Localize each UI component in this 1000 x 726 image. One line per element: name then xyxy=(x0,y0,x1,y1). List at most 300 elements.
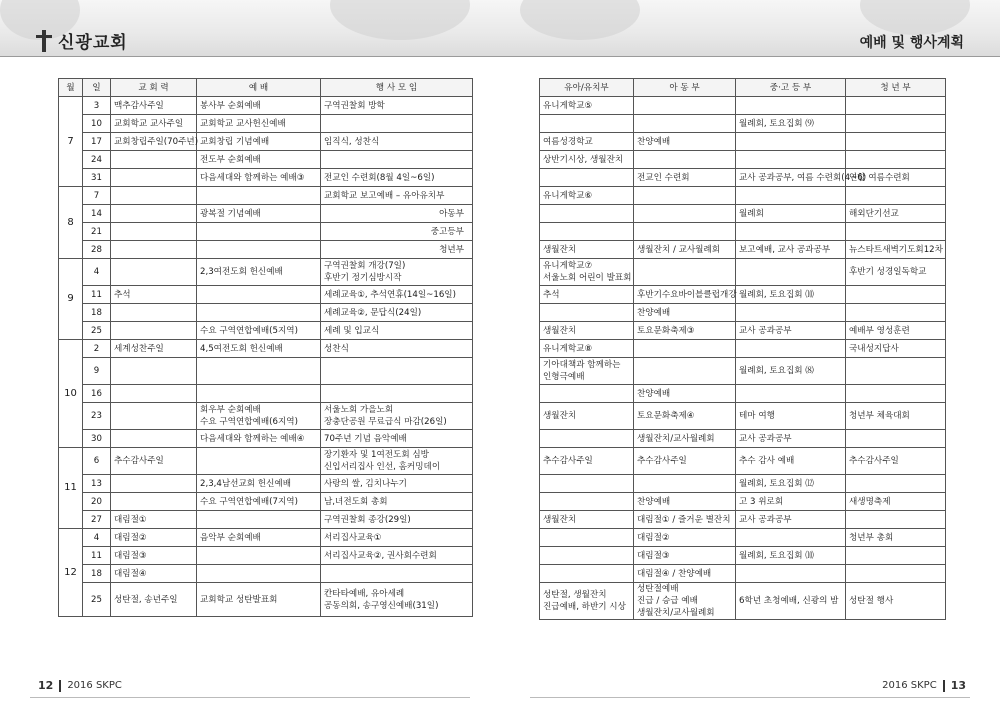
cell-line: 진급예배, 하반기 시상 xyxy=(543,602,626,612)
cell-line: 교사 공과공부 xyxy=(739,433,792,444)
worship-cell xyxy=(197,223,321,241)
preschool-cell xyxy=(540,115,634,133)
worship-cell: 4,5여전도회 헌신예배 xyxy=(197,340,321,358)
cell-line: 전교인 수련회 xyxy=(637,172,690,183)
cell-line: 구역권찰회 종강(29일) xyxy=(324,514,411,525)
cell-line: 월례회 xyxy=(739,208,764,219)
cell-line: 신입서리집사 인선, 홈커밍데이 xyxy=(324,462,441,472)
children-cell xyxy=(634,187,736,205)
youth-cell xyxy=(736,151,846,169)
table-row xyxy=(59,565,473,583)
day-cell: 11 xyxy=(83,286,111,304)
event-cell xyxy=(321,475,473,493)
children-cell xyxy=(634,241,736,259)
left-footer xyxy=(38,679,122,692)
children-cell xyxy=(634,97,736,115)
cell-line: 생월잔치/교사월례회 xyxy=(637,608,715,618)
children-cell xyxy=(634,529,736,547)
worship-cell xyxy=(197,403,321,430)
cell-line: 장충단공원 무료급식 마감(26일) xyxy=(324,417,447,427)
young-adult-cell xyxy=(846,511,946,529)
watercolor-decoration xyxy=(330,0,470,40)
children-cell xyxy=(634,340,736,358)
cell-line: 여름성경학교 xyxy=(543,136,593,147)
table-row xyxy=(540,259,946,286)
children-cell xyxy=(634,205,736,223)
column-header: 유아/유치부 xyxy=(540,79,634,97)
day-cell: 28 xyxy=(83,241,111,259)
divider xyxy=(59,680,61,692)
table-row xyxy=(540,304,946,322)
table-row xyxy=(540,448,946,475)
cell-line: 찬양예배 xyxy=(637,388,671,399)
cell-line: 성탄절 행사 xyxy=(849,596,894,606)
event-cell xyxy=(321,358,473,385)
table-row xyxy=(59,97,473,115)
young-adult-cell xyxy=(846,448,946,475)
young-adult-cell xyxy=(846,493,946,511)
young-adult-cell xyxy=(846,115,946,133)
youth-cell xyxy=(736,385,846,403)
column-header: 아 동 부 xyxy=(634,79,736,97)
preschool-cell xyxy=(540,493,634,511)
event-cell xyxy=(321,169,473,187)
table-row xyxy=(540,565,946,583)
event-cell xyxy=(321,403,473,430)
table-row xyxy=(59,430,473,448)
cell-line: 추석 xyxy=(543,289,560,300)
young-adult-cell xyxy=(846,169,946,187)
column-header: 일 xyxy=(83,79,111,97)
cell-line: 세례교육①, 추석연휴(14일~16일) xyxy=(324,289,456,300)
cell-line: 대림절② xyxy=(637,532,670,543)
worship-cell xyxy=(197,385,321,403)
day-cell: 17 xyxy=(83,133,111,151)
youth-cell xyxy=(736,205,846,223)
right-schedule-table xyxy=(539,78,946,620)
preschool-cell xyxy=(540,385,634,403)
church-calendar-cell xyxy=(111,259,197,286)
table-row xyxy=(540,223,946,241)
cell-line: 대림절④ / 찬양예배 xyxy=(637,568,712,579)
youth-cell xyxy=(736,511,846,529)
church-calendar-cell: 추수감사주일 xyxy=(111,448,197,475)
column-header: 중·고 등 부 xyxy=(736,79,846,97)
young-adult-cell xyxy=(846,403,946,430)
day-cell: 30 xyxy=(83,430,111,448)
preschool-cell xyxy=(540,304,634,322)
preschool-cell xyxy=(540,565,634,583)
young-adult-cell xyxy=(846,475,946,493)
church-calendar-cell xyxy=(111,493,197,511)
preschool-cell xyxy=(540,430,634,448)
table-row xyxy=(59,169,473,187)
event-cell xyxy=(321,511,473,529)
worship-cell: 2,3여전도회 헌신예배 xyxy=(197,259,321,286)
table-row xyxy=(59,529,473,547)
section-title: 예배 및 행사계획 xyxy=(859,35,964,51)
table-row xyxy=(59,385,473,403)
children-cell xyxy=(634,493,736,511)
event-cell xyxy=(321,241,473,259)
day-cell: 18 xyxy=(83,304,111,322)
cell-line: 후반기수요바이블클럽개강 xyxy=(637,289,737,300)
worship-cell: 다음세대와 함께하는 예배③ xyxy=(197,169,321,187)
children-cell xyxy=(634,115,736,133)
event-cell xyxy=(321,565,473,583)
cell-line: 새생명축제 xyxy=(849,496,891,507)
column-header: 교 회 력 xyxy=(111,79,197,97)
youth-cell xyxy=(736,97,846,115)
worship-cell xyxy=(197,241,321,259)
worship-cell xyxy=(197,511,321,529)
young-adult-cell xyxy=(846,241,946,259)
preschool-cell xyxy=(540,223,634,241)
day-cell: 23 xyxy=(83,403,111,430)
cell-line: 기아대책과 함께하는 xyxy=(543,360,621,370)
day-cell: 20 xyxy=(83,493,111,511)
youth-cell xyxy=(736,115,846,133)
cell-line: 보고예배, 교사 공과공부 xyxy=(739,244,831,255)
day-cell: 3 xyxy=(83,97,111,115)
cell-line: 해외단기선교 xyxy=(849,208,899,219)
table-row xyxy=(540,385,946,403)
table-row xyxy=(540,403,946,430)
worship-cell: 교회학교 교사헌신예배 xyxy=(197,115,321,133)
preschool-cell xyxy=(540,133,634,151)
church-calendar-cell xyxy=(111,205,197,223)
right-page xyxy=(539,78,946,620)
cell-line: 사랑의 쌀, 김치나누기 xyxy=(324,478,407,489)
footer-label: 2016 SKPC xyxy=(882,680,937,691)
youth-cell xyxy=(736,133,846,151)
preschool-cell xyxy=(540,286,634,304)
table-row xyxy=(59,475,473,493)
youth-cell xyxy=(736,493,846,511)
children-cell xyxy=(634,304,736,322)
table-row xyxy=(59,133,473,151)
table-row xyxy=(540,241,946,259)
event-cell xyxy=(321,97,473,115)
event-cell xyxy=(321,385,473,403)
preschool-cell xyxy=(540,403,634,430)
brand xyxy=(36,28,128,53)
event-cell xyxy=(321,322,473,340)
table-row xyxy=(59,259,473,286)
children-cell xyxy=(634,223,736,241)
day-cell: 13 xyxy=(83,475,111,493)
cell-line: 월례회, 토요집회 ⑻ xyxy=(739,366,814,376)
event-cell xyxy=(321,529,473,547)
day-cell: 4 xyxy=(83,259,111,286)
young-adult-cell xyxy=(846,385,946,403)
table-row xyxy=(59,358,473,385)
event-cell xyxy=(321,430,473,448)
preschool-cell xyxy=(540,511,634,529)
month-cell: 8 xyxy=(59,187,83,259)
preschool-cell xyxy=(540,340,634,358)
table-row xyxy=(59,511,473,529)
table-row xyxy=(59,322,473,340)
children-cell xyxy=(634,151,736,169)
worship-cell xyxy=(197,547,321,565)
young-adult-cell xyxy=(846,529,946,547)
children-cell xyxy=(634,430,736,448)
table-row xyxy=(59,448,473,475)
cell-line: 추수감사주일 xyxy=(637,456,687,466)
table-row xyxy=(59,187,473,205)
youth-cell xyxy=(736,448,846,475)
youth-cell xyxy=(736,169,867,187)
month-cell: 11 xyxy=(59,448,83,529)
table-row xyxy=(540,529,946,547)
cell-line: 칸타타예배, 유아세례 xyxy=(324,588,405,599)
preschool-cell xyxy=(540,583,634,620)
young-adult-cell xyxy=(846,223,946,241)
table-row xyxy=(59,241,473,259)
children-cell xyxy=(634,511,736,529)
worship-cell: 2,3,4남선교회 헌신예배 xyxy=(197,475,321,493)
cell-line: 월례회, 토요집회 ⑼ xyxy=(739,118,814,129)
youth-cell xyxy=(736,430,846,448)
preschool-cell xyxy=(540,448,634,475)
cell-line: 중고등부 xyxy=(430,226,464,237)
watercolor-decoration xyxy=(860,0,970,35)
worship-cell: 광복절 기념예배 xyxy=(197,205,321,223)
worship-cell xyxy=(197,304,321,322)
youth-cell xyxy=(736,340,846,358)
event-cell xyxy=(321,115,473,133)
event-cell xyxy=(321,205,473,223)
table-row xyxy=(59,340,473,358)
day-cell: 27 xyxy=(83,511,111,529)
youth-cell xyxy=(736,565,846,583)
young-adult-cell xyxy=(846,97,946,115)
day-cell: 6 xyxy=(83,448,111,475)
cell-line: 서리집사교육②, 권사회수련회 xyxy=(324,550,437,561)
preschool-cell xyxy=(540,169,634,187)
table-row xyxy=(540,169,946,187)
day-cell: 7 xyxy=(83,187,111,205)
cross-icon xyxy=(36,30,52,52)
cell-line: 수요 구역연합예배(6지역) xyxy=(200,417,298,427)
event-cell xyxy=(321,448,473,475)
cell-line: 생월잔치 / 교사월례회 xyxy=(637,244,721,255)
event-cell xyxy=(321,187,473,205)
worship-cell: 봉사부 순회예배 xyxy=(197,97,321,115)
youth-cell xyxy=(736,547,846,565)
cell-line: 성탄절, 생월잔치 xyxy=(543,590,607,600)
cell-line: 6학년 초청예배, 신광의 밤 xyxy=(739,596,839,606)
young-adult-cell xyxy=(846,151,946,169)
footer-rule xyxy=(30,697,470,698)
young-adult-cell xyxy=(846,547,946,565)
church-calendar-cell: 대림절① xyxy=(111,511,197,529)
cell-line: 유니게학교⑦ xyxy=(543,261,593,271)
left-page xyxy=(58,78,473,617)
cell-line: 생월잔치 xyxy=(543,244,577,255)
cell-line: 교사 공과공부 xyxy=(739,514,792,525)
table-header-row xyxy=(59,79,473,97)
cell-line: 전교인 수련회(8월 4일~6일) xyxy=(324,172,435,183)
cell-line: 뉴스타트새벽기도회12차 xyxy=(849,244,943,255)
cell-line: 세례교육②, 문답식(24일) xyxy=(324,307,422,318)
table-row xyxy=(540,187,946,205)
table-row xyxy=(59,583,473,617)
cell-line: 장기환자 및 1여전도회 심방 xyxy=(324,450,429,460)
day-cell: 18 xyxy=(83,565,111,583)
cell-line: 교사 공과공부 xyxy=(739,325,792,336)
cell-line: 고 3 위로회 xyxy=(739,496,784,507)
day-cell: 21 xyxy=(83,223,111,241)
cell-line: 청년부 xyxy=(439,244,464,255)
children-cell xyxy=(634,448,736,475)
church-calendar-cell xyxy=(111,241,197,259)
church-calendar-cell: 교회학교 교사주일 xyxy=(111,115,197,133)
youth-cell xyxy=(736,241,846,259)
cell-line: 찬양예배 xyxy=(637,496,671,507)
youth-cell xyxy=(736,358,846,385)
cell-line: 추수감사주일 xyxy=(543,456,593,466)
church-calendar-cell xyxy=(111,187,197,205)
preschool-cell xyxy=(540,151,634,169)
table-row xyxy=(540,547,946,565)
youth-cell xyxy=(736,223,846,241)
cell-line: 서울노회 가을노회 xyxy=(324,405,394,415)
church-calendar-cell xyxy=(111,169,197,187)
youth-cell xyxy=(736,529,846,547)
table-row xyxy=(59,547,473,565)
young-adult-cell xyxy=(846,133,946,151)
church-calendar-cell: 대림절③ xyxy=(111,547,197,565)
worship-cell xyxy=(197,187,321,205)
church-calendar-cell xyxy=(111,475,197,493)
cell-line: 생월잔치 xyxy=(543,325,577,336)
youth-cell xyxy=(736,304,846,322)
cell-line: 연합 여름수련회 xyxy=(849,172,910,183)
day-cell: 2 xyxy=(83,340,111,358)
children-cell xyxy=(634,133,736,151)
children-cell xyxy=(634,547,736,565)
preschool-cell xyxy=(540,322,634,340)
page-number: 13 xyxy=(950,679,966,692)
table-row xyxy=(540,430,946,448)
cell-line: 구역권찰회 방학 xyxy=(324,100,385,111)
table-row xyxy=(540,475,946,493)
cell-line: 토요문화축제③ xyxy=(637,325,695,336)
worship-cell: 음악부 순회예배 xyxy=(197,529,321,547)
children-cell xyxy=(634,322,736,340)
youth-cell xyxy=(736,475,846,493)
cell-line: 서울노회 어린이 발표회 xyxy=(543,273,632,283)
preschool-cell xyxy=(540,475,634,493)
table-row xyxy=(540,115,946,133)
day-cell: 25 xyxy=(83,322,111,340)
left-schedule-table xyxy=(58,78,473,617)
cell-line: 공동의회, 송구영신예배(31일) xyxy=(324,600,439,611)
table-row xyxy=(540,151,946,169)
event-cell xyxy=(321,304,473,322)
cell-line: 성탄절예배 xyxy=(637,584,679,594)
worship-cell: 교회학교 성탄발표회 xyxy=(197,583,321,617)
table-row xyxy=(540,286,946,304)
event-cell xyxy=(321,547,473,565)
church-calendar-cell xyxy=(111,304,197,322)
cell-line: 생월잔치 xyxy=(543,514,577,525)
day-cell: 16 xyxy=(83,385,111,403)
event-cell xyxy=(321,286,473,304)
preschool-cell xyxy=(540,241,634,259)
month-cell: 9 xyxy=(59,259,83,340)
cell-line: 서리집사교육① xyxy=(324,532,382,543)
church-calendar-cell xyxy=(111,385,197,403)
event-cell xyxy=(321,133,473,151)
church-calendar-cell: 추석 xyxy=(111,286,197,304)
children-cell xyxy=(634,169,736,187)
cell-line: 후반기 성경일독학교 xyxy=(849,267,927,277)
day-cell: 31 xyxy=(83,169,111,187)
youth-cell xyxy=(736,187,846,205)
worship-cell: 수요 구역연합예배(7지역) xyxy=(197,493,321,511)
cell-line: 남,녀전도회 총회 xyxy=(324,496,388,507)
worship-cell: 전도부 순회예배 xyxy=(197,151,321,169)
church-calendar-cell: 성탄절, 송년주일 xyxy=(111,583,197,617)
footer-rule xyxy=(530,697,970,698)
table-row xyxy=(59,151,473,169)
cell-line: 추수 감사 예배 xyxy=(739,456,795,466)
cell-line: 세례 및 입교식 xyxy=(324,325,380,336)
children-cell xyxy=(634,259,736,286)
cell-line: 국내성지답사 xyxy=(849,343,899,354)
preschool-cell xyxy=(540,205,634,223)
young-adult-cell xyxy=(846,286,946,304)
cell-line: 예배부 영성훈련 xyxy=(849,325,910,336)
young-adult-cell xyxy=(846,358,946,385)
children-cell xyxy=(634,583,736,620)
cell-line: 찬양예배 xyxy=(637,136,671,147)
table-row xyxy=(59,304,473,322)
cell-line: 회우부 순회예배 xyxy=(200,405,261,415)
column-header: 행 사 모 임 xyxy=(321,79,473,97)
cell-line: 월례회, 토요집회 ⑿ xyxy=(739,478,814,489)
month-cell: 10 xyxy=(59,340,83,448)
preschool-cell xyxy=(540,529,634,547)
worship-cell xyxy=(197,448,321,475)
page-header xyxy=(0,0,1000,57)
table-row xyxy=(59,493,473,511)
church-calendar-cell: 세계성찬주일 xyxy=(111,340,197,358)
children-cell xyxy=(634,565,736,583)
table-row xyxy=(540,358,946,385)
young-adult-cell xyxy=(846,565,946,583)
table-row xyxy=(59,205,473,223)
children-cell xyxy=(634,286,736,304)
cell-line: 70주년 기념 음악예배 xyxy=(324,433,407,444)
children-cell xyxy=(634,475,736,493)
event-cell xyxy=(321,259,473,286)
cell-line: 토요문화축제④ xyxy=(637,411,695,421)
table-row xyxy=(540,511,946,529)
table-row xyxy=(540,205,946,223)
watercolor-decoration xyxy=(520,0,640,40)
cell-line: 후반기 정기심방시작 xyxy=(324,273,402,283)
day-cell: 14 xyxy=(83,205,111,223)
table-row xyxy=(540,322,946,340)
church-calendar-cell: 대림절④ xyxy=(111,565,197,583)
young-adult-cell xyxy=(846,583,946,620)
young-adult-cell xyxy=(846,205,946,223)
cell-line: 구역권찰회 개강(7일) xyxy=(324,261,406,271)
